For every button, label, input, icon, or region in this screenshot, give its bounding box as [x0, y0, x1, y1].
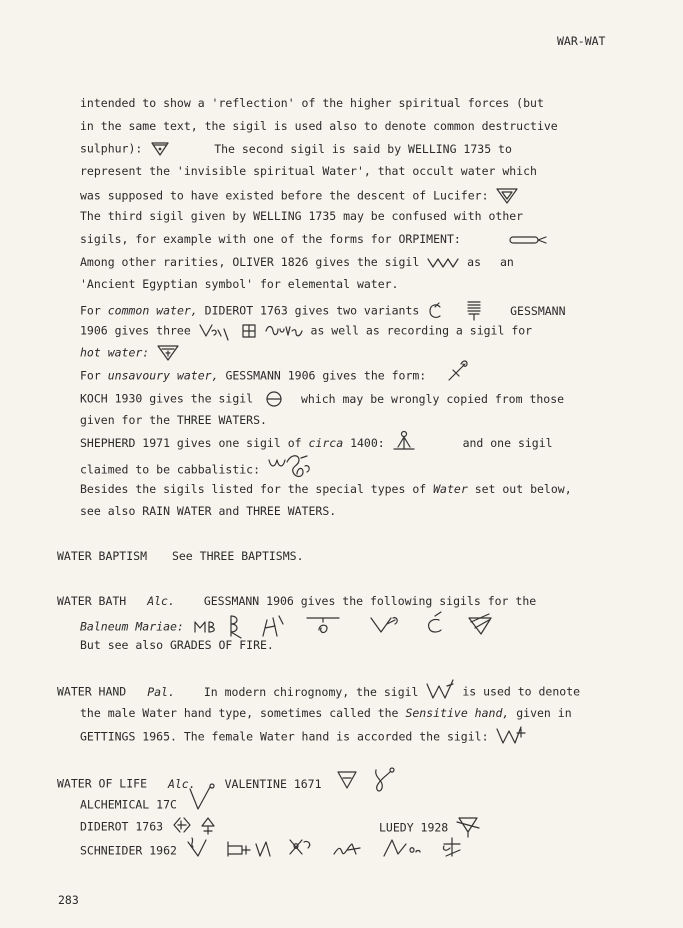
text-line	[80, 458, 317, 482]
source-label: DIDEROT 1763	[80, 819, 164, 834]
text-line	[80, 390, 564, 408]
alchemical-sigil-icon	[184, 783, 218, 813]
text-line	[80, 797, 218, 813]
text-span: Besides the sigils listed for the special types of	[80, 482, 427, 496]
text-span: is used to denote	[462, 684, 581, 699]
entry-water-baptism	[57, 549, 304, 563]
double-triangle-sigil-icon	[495, 187, 519, 205]
text-span: Among other rarities, OLIVER 1826 gives the sigil	[80, 255, 420, 269]
orpiment-sigil-icon	[508, 234, 548, 246]
text-line: given for the THREE WATERS.	[80, 413, 267, 427]
text-line	[80, 300, 566, 322]
female-water-hand-sigil-icon	[495, 723, 527, 745]
text-line	[80, 141, 512, 157]
entry-head: WATER HAND	[57, 684, 127, 699]
text-span: 1400:	[350, 436, 385, 450]
source-label: SCHNEIDER 1962	[80, 843, 177, 858]
shepherd-sigil-icon	[392, 429, 416, 451]
italic-term: circa	[308, 436, 344, 450]
text-span: which may be wrongly copied from those	[300, 391, 565, 406]
text-line: 'Ancient Egyptian symbol' for elemental water.	[80, 277, 399, 291]
cabbalistic-sigil-icon	[267, 452, 317, 482]
text-span: DIDEROT 1763 gives two variants	[204, 303, 420, 318]
italic-term: Balneum Mariae:	[80, 619, 184, 634]
valentine-sigils-icon	[328, 766, 408, 794]
category-tag: Alc.	[167, 776, 196, 791]
text-line	[80, 840, 494, 862]
text-span: GESSMANN 1906 gives the following sigils for the	[203, 594, 537, 608]
gessmann-sigil-b-icon	[241, 322, 257, 340]
entry-head: WATER OF LIFE	[57, 776, 148, 791]
text-span: In modern chirognomy, the sigil	[203, 684, 419, 699]
male-water-hand-sigil-icon	[425, 678, 455, 700]
text-line	[80, 614, 491, 640]
text-span: GESSMANN	[510, 303, 566, 318]
schneider-sigils-icon	[184, 834, 494, 862]
entry-water-hand	[57, 684, 580, 700]
text-span: an	[499, 255, 514, 269]
text-span: GESSMANN 1906 gives the form:	[225, 368, 427, 383]
gessmann-sigil-a-icon	[198, 322, 234, 340]
entry-head: WATER BATH	[57, 594, 127, 608]
text-span: as	[467, 255, 481, 269]
entry-water-bath	[57, 594, 536, 608]
text-line	[80, 187, 519, 205]
text-span: For	[80, 303, 101, 318]
page-number: 283	[58, 893, 79, 907]
text-line	[80, 344, 180, 362]
koch-circle-sigil-icon	[264, 390, 284, 408]
text-span: For	[80, 368, 101, 383]
text-span: as well as recording a sigil for	[310, 323, 533, 338]
common-water-sigil-1-icon	[426, 301, 444, 321]
text-line: see also RAIN WATER and THREE WATERS.	[80, 504, 337, 518]
text-span: 1906 gives three	[80, 323, 191, 338]
italic-term: Water	[433, 482, 468, 496]
text-line: represent the 'invisible spiritual Water', that occult water which	[80, 164, 537, 178]
source-label: VALENTINE 1671	[224, 776, 322, 791]
text-span: the male Water hand type, sometimes called the	[80, 706, 399, 720]
text-span: was supposed to have existed before the descent of Lucifer:	[80, 188, 489, 203]
italic-term: hot water:	[80, 345, 150, 360]
text-line: But see also GRADES OF FIRE.	[80, 638, 274, 652]
text-line: in the same text, the sigil is used also to denote common destructive	[80, 119, 558, 133]
source-label: LUEDY 1928	[379, 820, 449, 835]
text-span: given in	[516, 706, 572, 720]
entry-water-of-life	[57, 774, 408, 794]
text-span: sulphur):	[80, 141, 143, 156]
category-tag: Alc.	[147, 594, 175, 608]
text-span: set out below,	[474, 482, 572, 496]
italic-term: unsavoury water,	[107, 368, 219, 383]
category-tag: Pal.	[147, 684, 175, 699]
text-line	[80, 482, 572, 496]
text-span: KOCH 1930 gives the sigil	[80, 391, 254, 406]
text-span: claimed to be cabbalistic:	[80, 462, 261, 477]
text-span: GETTINGS 1965. The female Water hand is accorded the sigil:	[80, 729, 489, 744]
italic-term: common water,	[107, 303, 198, 318]
running-head: WAR-WAT	[557, 34, 606, 48]
text-line: intended to show a 'reflection' of the higher spiritual forces (but	[80, 96, 544, 110]
text-span: and one sigil	[462, 436, 553, 450]
text-line	[80, 232, 548, 246]
text-line	[80, 436, 553, 451]
balneum-mariae-sigils-icon	[191, 610, 491, 640]
cross-reference: See THREE BAPTISMS.	[171, 549, 304, 563]
zigzag-water-sigil-icon	[426, 256, 460, 270]
hot-water-sigil-icon	[156, 344, 180, 362]
text-span: The second sigil is said by WELLING 1735 to	[214, 141, 512, 156]
text-line	[80, 255, 514, 270]
unsavoury-water-sigil-icon	[445, 358, 471, 384]
diderot-sigils-icon	[170, 814, 230, 836]
triangle-dot-sigil-icon	[149, 141, 171, 157]
text-line	[80, 322, 532, 340]
source-label: ALCHEMICAL 17C	[80, 797, 177, 812]
italic-term: Sensitive hand,	[405, 706, 510, 720]
text-line	[80, 706, 572, 720]
text-line: The third sigil given by WELLING 1735 may be confused with other	[80, 209, 524, 223]
text-span: sigils, for example with one of the forms for ORPIMENT:	[80, 232, 461, 246]
text-span: SHEPHERD 1971 gives one sigil of	[80, 436, 302, 450]
text-line	[80, 368, 471, 384]
common-water-sigil-2-icon	[465, 300, 483, 322]
text-line	[80, 729, 527, 745]
gessmann-sigil-c-icon	[264, 323, 304, 339]
entry-head: WATER BAPTISM	[57, 549, 148, 563]
